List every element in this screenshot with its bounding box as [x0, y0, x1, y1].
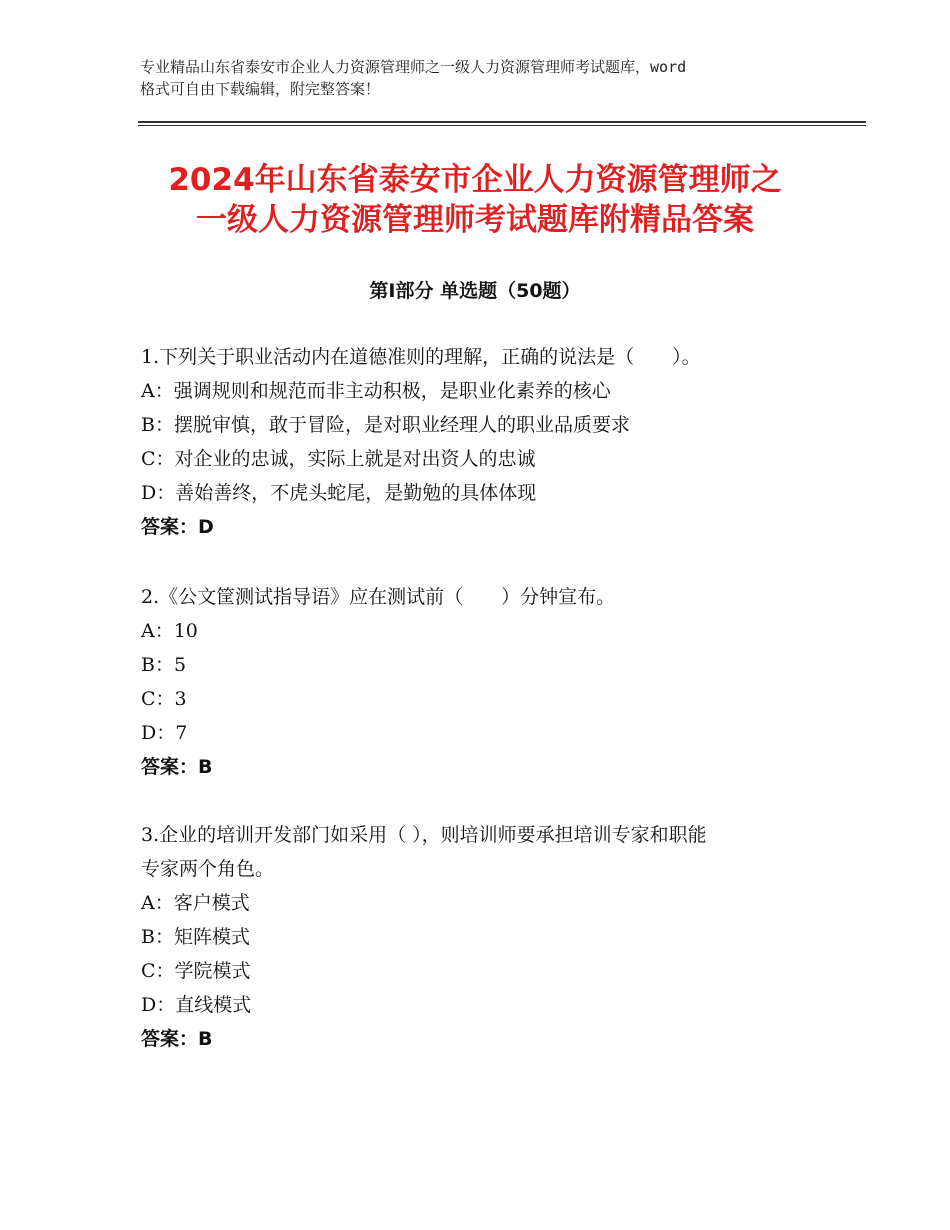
title-line: 2024年山东省泰安市企业人力资源管理师之 — [168, 162, 782, 198]
question-stem: 2.《公文筐测试指导语》应在测试前（ ）分钟宣布。 — [141, 586, 616, 608]
header-note — [140, 56, 830, 100]
section-heading: 第Ⅰ部分 单选题（50题） — [369, 280, 581, 302]
option-d: D：直线模式 — [141, 994, 252, 1016]
header-divider-thin — [138, 125, 866, 126]
header-note-line: 专业精品山东省泰安市企业人力资源管理师之一级人力资源管理师考试题库，word — [140, 58, 687, 76]
option-c: C：3 — [141, 688, 187, 710]
document-title — [100, 160, 850, 240]
title-line: 一级人力资源管理师考试题库附精品答案 — [196, 202, 754, 238]
header-note-line: 格式可自由下载编辑，附完整答案！ — [140, 80, 381, 98]
option-c: C：对企业的忠诚，实际上就是对出资人的忠诚 — [141, 448, 536, 470]
question-2 — [141, 580, 821, 784]
header-divider — [138, 121, 866, 123]
option-d: D：7 — [141, 722, 188, 744]
question-1 — [141, 340, 821, 544]
question-stem-continued: 专家两个角色。 — [141, 858, 275, 880]
option-b: B：摆脱审慎，敢于冒险，是对职业经理人的职业品质要求 — [141, 414, 630, 436]
option-a: A：客户模式 — [141, 892, 250, 914]
option-a: A：强调规则和规范而非主动积极，是职业化素养的核心 — [141, 380, 611, 402]
option-b: B：矩阵模式 — [141, 926, 250, 948]
option-d: D：善始善终，不虎头蛇尾，是勤勉的具体体现 — [141, 482, 537, 504]
option-b: B：5 — [141, 654, 187, 676]
option-c: C：学院模式 — [141, 960, 251, 982]
option-a: A：10 — [141, 620, 198, 642]
answer: 答案：B — [141, 756, 213, 778]
answer: 答案：D — [141, 516, 214, 538]
answer: 答案：B — [141, 1028, 213, 1050]
question-stem: 3.企业的培训开发部门如采用（ ），则培训师要承担培训专家和职能 — [141, 824, 707, 846]
question-3 — [141, 818, 821, 1056]
question-stem: 1.下列关于职业活动内在道德准则的理解，正确的说法是（ ）。 — [141, 346, 701, 368]
